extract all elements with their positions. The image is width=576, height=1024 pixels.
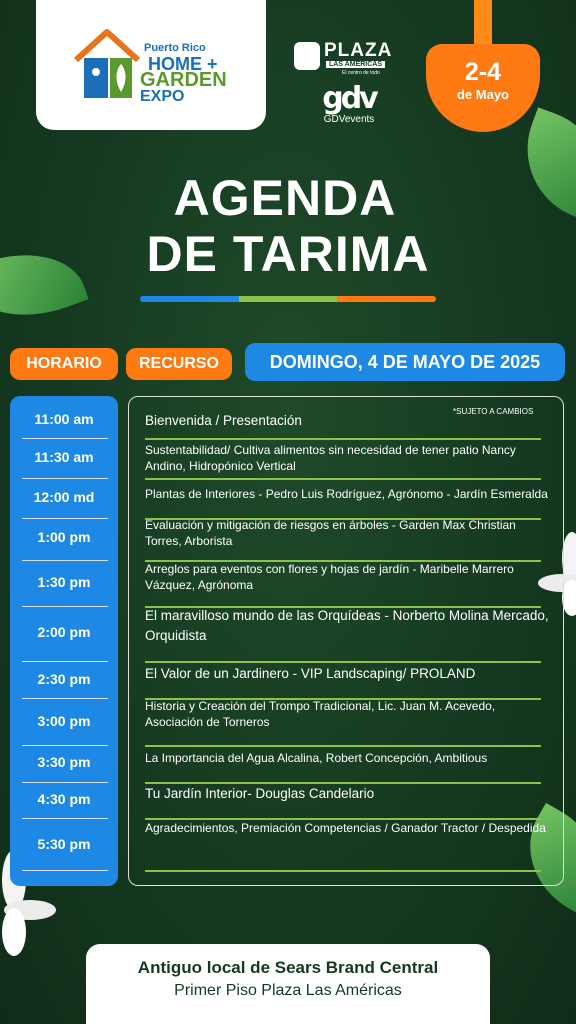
schedule-activity: Bienvenida / Presentación [145,413,302,428]
schedule-activity: Historia y Creación del Trompo Tradicional, Lic. Juan M. Acevedo, Asociación de Torneros [145,699,496,729]
date-badge [426,44,540,132]
expo-logo-location: Puerto Rico [144,42,206,54]
expo-logo-garden: GARDEN [140,69,227,91]
schedule-time: 1:00 pm [37,529,91,545]
gdv-name: GDVevents [323,114,375,125]
time-separator [22,560,108,561]
schedule-time: 1:30 pm [37,574,91,590]
color-bar-blue [140,296,239,302]
color-bar-green [239,296,338,302]
schedule-time: 12:00 md [33,489,95,505]
plaza-logo [294,40,404,76]
location-line-2: Primer Piso Plaza Las Américas [174,982,402,999]
time-separator [22,745,108,746]
schedule-activity: Sustentabilidad/ Cultiva alimentos sin necesidad de tener patio Nancy Andino, Hidropónico Vertical [145,443,516,473]
color-bar-orange [337,296,436,302]
horario-header: HORARIO [10,348,118,380]
headline [0,170,576,282]
schedule-activity: Tu Jardín Interior- Douglas Candelario [145,786,375,801]
house-logo-icon [72,28,142,102]
schedule-activity: Evaluación y mitigación de riesgos en árboles - Garden Max Christian Torres, Arborista [145,518,516,548]
time-separator [22,606,108,607]
location-card [86,944,490,1024]
time-separator [22,518,108,519]
time-separator [22,698,108,699]
headline-line-1: AGENDA [173,170,397,226]
expo-logo-card [36,0,266,130]
schedule-time: 11:00 am [34,411,94,427]
time-column [10,396,118,886]
headline-line-2: DE TARIMA [146,226,430,282]
expo-logo-home: HOME + [148,54,218,74]
schedule-time: 2:30 pm [37,671,91,687]
date-days: 2-4 [464,58,502,86]
activity-separator [145,478,541,480]
shovel-handle [474,0,492,48]
schedule-activity: Arreglos para eventos con flores y hojas de jardín - Maribelle Marrero Vázquez, Agrónoma [145,562,514,592]
schedule-activity: La Importancia del Agua Alcalina, Robert Concepción, Ambitious [145,751,488,765]
schedule-activity: Plantas de Interiores - Pedro Luis Rodríguez, Agrónomo - Jardín Esmeralda [145,487,548,501]
plaza-tagline: El centro de todo [342,70,380,76]
gdv-mark: gdv [322,81,376,116]
activity-separator [145,438,541,440]
location-line-1: Antiguo local de Sears Brand Central [137,958,439,977]
schedule-time: 11:30 am [34,449,94,465]
plaza-badge-icon [294,42,320,70]
time-separator [22,870,108,871]
schedule-activity: El maravilloso mundo de las Orquídeas - Norberto Molina Mercado, Orquidista [145,608,549,643]
time-separator [22,438,108,439]
schedule-time: 3:00 pm [37,713,91,729]
date-month: de Mayo [456,87,509,102]
plaza-subtitle: LAS AMERICAS [326,61,385,68]
gdv-logo [304,81,394,132]
plaza-title: PLAZA [324,40,393,61]
time-separator [22,478,108,479]
activity-separator [145,745,541,747]
activity-separator [145,870,541,872]
time-separator [22,818,108,819]
time-separator [22,661,108,662]
schedule-time: 5:30 pm [37,836,91,852]
schedule-activity: El Valor de un Jardinero - VIP Landscaping/ PROLAND [145,666,476,681]
color-bar [140,296,436,302]
schedule-time: 3:30 pm [37,754,91,770]
schedule-time: 2:00 pm [37,624,91,640]
expo-logo-expo: EXPO [140,88,185,105]
schedule-time: 4:30 pm [37,791,91,807]
recurso-header: RECURSO [126,348,232,380]
schedule-activity: Agradecimientos, Premiación Competencias / Ganador Tractor / Despedida [145,821,546,835]
day-header: DOMINGO, 4 DE MAYO DE 2025 [245,343,565,381]
time-separator [22,782,108,783]
subject-to-change-note: *SUJETO A CAMBIOS [453,407,534,416]
activity-separator [145,661,541,663]
